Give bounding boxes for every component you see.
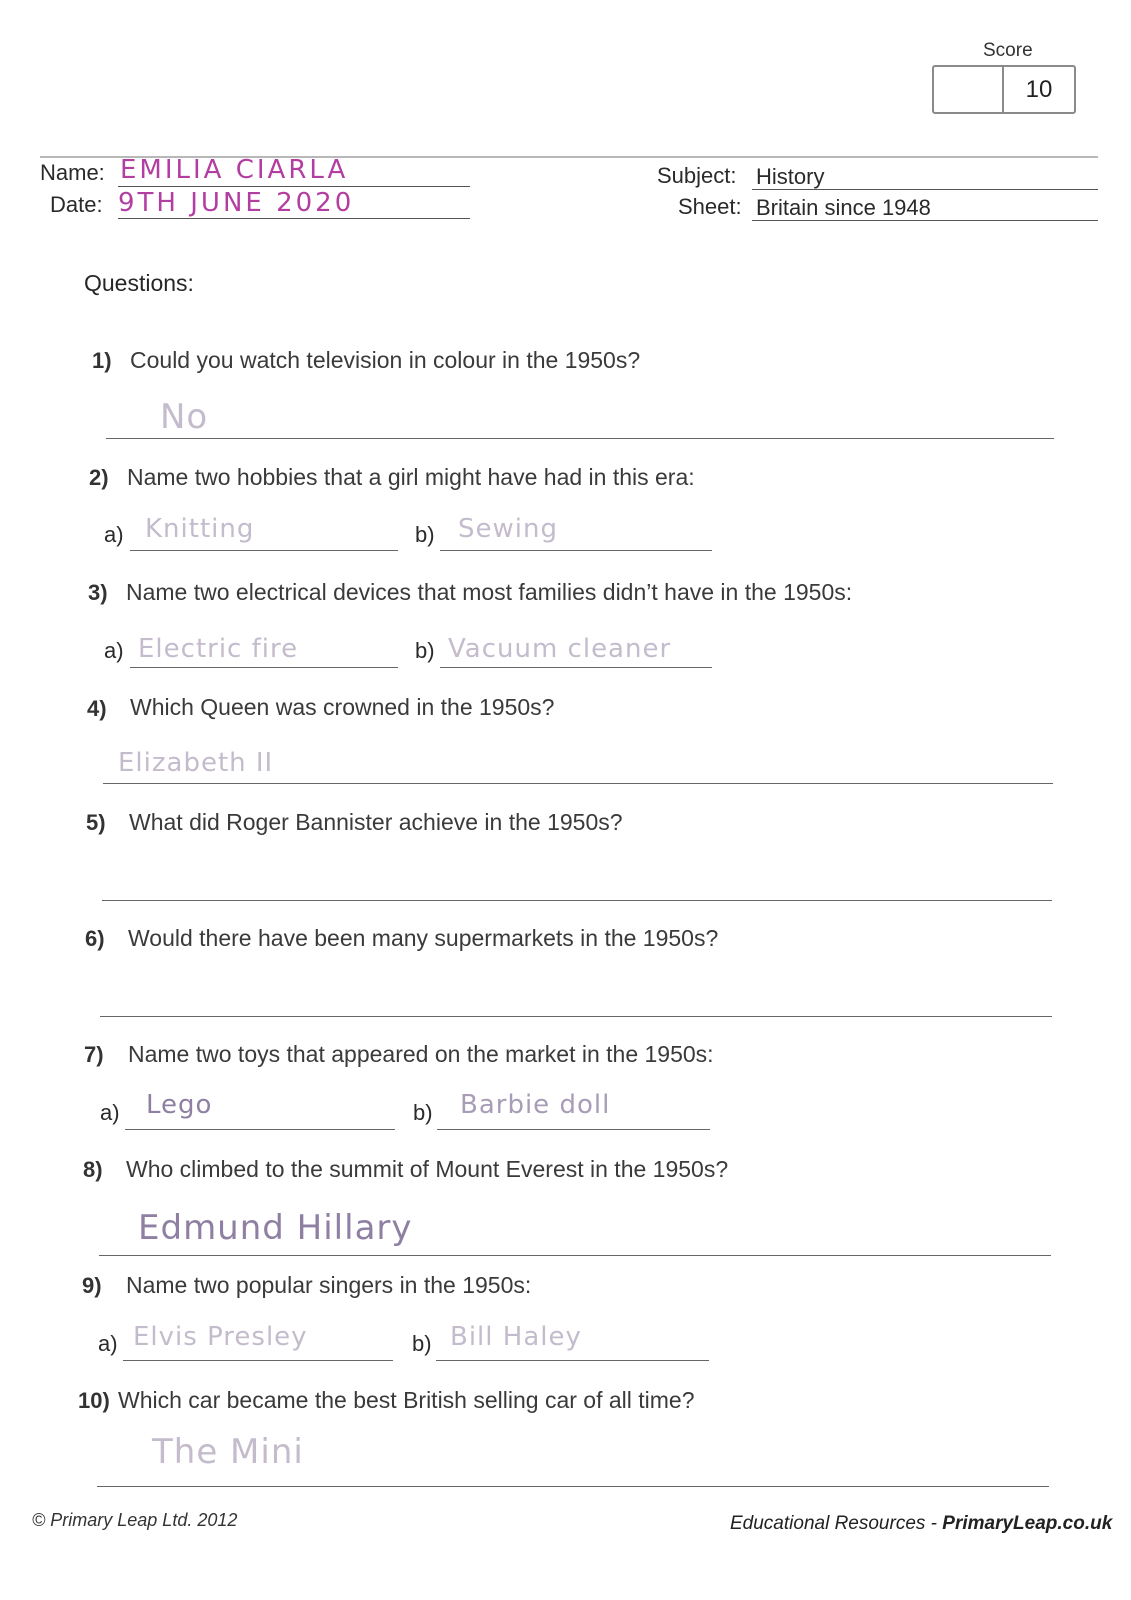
subject-label: Subject: (657, 163, 737, 188)
question-number: 4) (87, 696, 107, 721)
answer-line (102, 899, 1052, 901)
sheet-label: Sheet: (678, 194, 742, 219)
question-number: 8) (83, 1157, 103, 1182)
answer-handwriting: Elizabeth II (118, 748, 274, 778)
name-value: EMILIA CIARLA (120, 155, 349, 185)
question-number: 7) (84, 1042, 104, 1067)
answer-a-line (123, 1359, 393, 1361)
answer-b-label: b) (413, 1100, 433, 1125)
answer-a-label: a) (104, 522, 124, 547)
answer-a-label: a) (104, 638, 124, 663)
question-number: 3) (88, 580, 108, 605)
answer-b-handwriting: Sewing (458, 514, 558, 544)
answer-a-handwriting: Lego (146, 1090, 213, 1120)
question-text: Name two toys that appeared on the market in the 1950s: (128, 1041, 714, 1067)
publisher-credit (730, 1513, 1112, 1535)
question-number: 6) (85, 926, 105, 951)
sheet-value: Britain since 1948 (756, 195, 931, 220)
answer-b-handwriting: Vacuum cleaner (448, 634, 672, 664)
answer-a-line (130, 666, 398, 668)
answer-a-handwriting: Elvis Presley (133, 1322, 308, 1352)
answer-b-handwriting: Bill Haley (450, 1322, 582, 1352)
question-text: Would there have been many supermarkets in the 1950s? (128, 925, 719, 951)
answer-b-label: b) (415, 638, 435, 663)
answer-a-label: a) (100, 1100, 120, 1125)
score-label: Score (983, 40, 1033, 61)
answer-b-label: b) (412, 1331, 432, 1356)
question-number: 2) (89, 465, 109, 490)
question-text: Which Queen was crowned in the 1950s? (130, 694, 555, 720)
answer-a-handwriting: Electric fire (138, 634, 299, 664)
question-text: Could you watch television in colour in the 1950s? (130, 347, 641, 373)
answer-line (100, 1015, 1052, 1017)
answer-b-line (440, 549, 712, 551)
answer-handwriting: No (160, 397, 209, 437)
question-text: Name two hobbies that a girl might have had in this era: (127, 464, 695, 490)
answer-b-label: b) (415, 522, 435, 547)
answer-a-label: a) (98, 1331, 118, 1356)
answer-line (99, 1254, 1051, 1256)
answer-handwriting: The Mini (152, 1432, 304, 1472)
questions-heading: Questions: (84, 270, 194, 296)
answer-b-line (440, 666, 712, 668)
question-number: 5) (86, 810, 106, 835)
copyright-notice: © Primary Leap Ltd. 2012 (32, 1510, 238, 1530)
answer-line (97, 1485, 1049, 1487)
answer-line (103, 782, 1053, 784)
question-text: Who climbed to the summit of Mount Everest in the 1950s? (126, 1156, 729, 1182)
date-label: Date: (50, 192, 103, 217)
date-value: 9TH JUNE 2020 (118, 188, 355, 218)
question-text: Which car became the best British selling car of all time? (118, 1387, 695, 1413)
question-text: Name two electrical devices that most families didn’t have in the 1950s: (126, 579, 853, 605)
question-text: What did Roger Bannister achieve in the 1950s? (129, 809, 623, 835)
name-label: Name: (40, 160, 105, 185)
question-number: 9) (82, 1273, 102, 1298)
subject-value: History (756, 164, 825, 189)
answer-b-line (437, 1128, 710, 1130)
question-number: 1) (92, 348, 112, 373)
score-box (932, 65, 1076, 114)
question-number: 10) (78, 1388, 110, 1413)
score-blank-cell (934, 67, 1004, 112)
answer-a-line (130, 549, 398, 551)
question-text: Name two popular singers in the 1950s: (126, 1272, 532, 1298)
answer-handwriting: Edmund Hillary (138, 1208, 413, 1248)
publisher-site: PrimaryLeap.co.uk (942, 1513, 1113, 1534)
answer-a-line (125, 1128, 395, 1130)
publisher-prefix: Educational Resources - (730, 1513, 943, 1534)
answer-line (106, 437, 1054, 439)
score-value: 10 (1025, 76, 1053, 103)
answer-a-handwriting: Knitting (145, 514, 255, 544)
answer-b-line (436, 1359, 709, 1361)
answer-b-handwriting: Barbie doll (460, 1090, 611, 1120)
